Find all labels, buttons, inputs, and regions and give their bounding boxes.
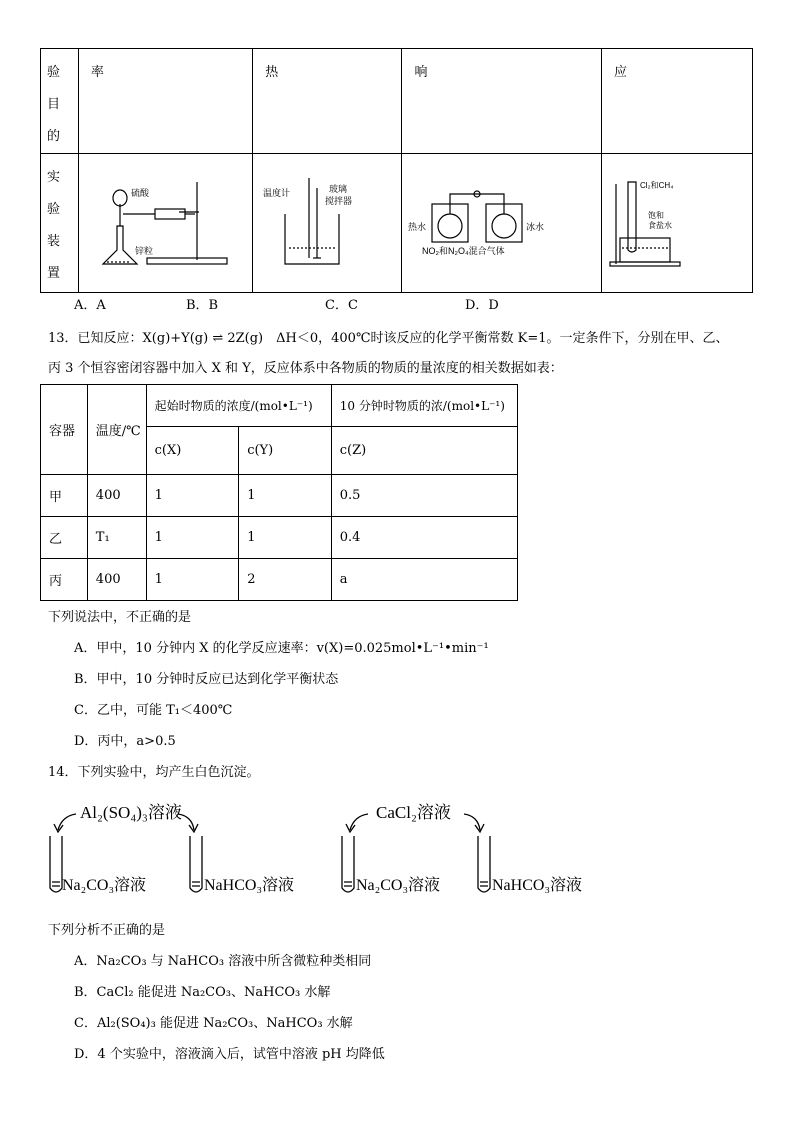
cell-text: 0.5 xyxy=(339,488,361,503)
cell-text: 1 xyxy=(154,530,163,545)
q13-option-a[interactable]: A．甲中，10 分钟内 X 的化学反应速率：v(X)=0.025mol•L⁻¹•min⁻¹ xyxy=(74,641,489,656)
thermometer-label: 温度计 xyxy=(263,188,291,198)
cell-text: 应 xyxy=(614,65,628,80)
precipitation-experiment-diagram xyxy=(40,792,640,904)
q14-question: 下列分析不正确的是 xyxy=(48,923,166,938)
calorimeter-icon xyxy=(253,154,391,288)
subheader-text: c(Y) xyxy=(247,443,274,458)
acid-label: 硫酸 xyxy=(130,188,149,198)
cell-text: a xyxy=(339,572,348,587)
test-tube-icon xyxy=(190,836,202,892)
subheader-text: c(X) xyxy=(154,443,182,458)
q13-option-b[interactable]: B．甲中，10 分钟时反应已达到化学平衡状态 xyxy=(74,672,339,687)
q14-option-d[interactable]: D．4 个实验中，溶液滴入后，试管中溶液 pH 均降低 xyxy=(74,1047,385,1062)
q14-option-c[interactable]: C．Al₂(SO₄)₃ 能促进 Na₂CO₃、NaHCO₃ 水解 xyxy=(74,1016,353,1031)
apparatus-a xyxy=(78,154,252,293)
purpose-cell-c xyxy=(402,49,602,154)
header-initial-concentration xyxy=(146,385,331,427)
cell-text: 1 xyxy=(154,488,163,503)
hot-water-label: 热水 xyxy=(408,222,427,232)
table-row xyxy=(41,475,518,517)
q13-option-d[interactable]: D．丙中，a>0.5 xyxy=(74,734,176,749)
header-text: 容器 xyxy=(49,424,76,439)
row-label-purpose xyxy=(41,49,79,154)
methane-chlorination-apparatus-icon xyxy=(602,154,752,288)
cell-text: 0.4 xyxy=(339,530,361,545)
experiment-table xyxy=(40,48,753,293)
subheader-text: c(Z) xyxy=(339,443,367,458)
saturated-label: 饱和 xyxy=(648,211,664,220)
ice-water-label: 冰水 xyxy=(526,222,545,232)
test-tube-icon xyxy=(478,836,490,892)
brine-label: 食盐水 xyxy=(648,221,672,230)
cell-text: 1 xyxy=(247,488,256,503)
mixed-gas-label: NO₂和N₂O₄混合气体 xyxy=(422,246,506,256)
cell-text: 400 xyxy=(95,488,121,503)
cell-text: 响 xyxy=(414,65,428,80)
reagent-right-label: CaCl₂溶液 xyxy=(376,803,451,822)
zinc-label: 锌粒 xyxy=(134,246,153,256)
header-text: 10 分钟时物质的浓/(mol•L⁻¹) xyxy=(339,399,505,413)
label-char: 目 xyxy=(47,97,61,112)
cell-text: 1 xyxy=(247,530,256,545)
purpose-cell-d xyxy=(602,49,753,154)
zinc-acid-apparatus-icon xyxy=(79,154,249,288)
table-row xyxy=(41,559,518,601)
table-row xyxy=(41,517,518,559)
header-10min-concentration xyxy=(331,385,517,427)
row-label-apparatus xyxy=(41,154,79,293)
purpose-cell-a xyxy=(78,49,252,154)
concentration-table xyxy=(40,384,518,601)
q12-option-b[interactable]: B．B xyxy=(186,298,219,313)
apparatus-d xyxy=(602,154,753,293)
q14-option-b[interactable]: B．CaCl₂ 能促进 Na₂CO₃、NaHCO₃ 水解 xyxy=(74,985,331,1000)
glass-label: 玻璃 xyxy=(329,184,348,194)
subheader-cz xyxy=(331,427,517,475)
stirrer-label: 搅拌器 xyxy=(325,196,353,206)
tube-label-3: Na₂CO₃溶液 xyxy=(356,877,441,894)
apparatus-b xyxy=(253,154,402,293)
q12-option-c[interactable]: C．C xyxy=(325,298,358,313)
label-char: 实 xyxy=(47,170,61,185)
q13-option-c[interactable]: C．乙中，可能 T₁＜400℃ xyxy=(74,703,233,718)
header-text: 温度/℃ xyxy=(95,424,141,439)
cell-text: 400 xyxy=(95,572,121,587)
subheader-cy xyxy=(239,427,332,475)
q14-stem: 14．下列实验中，均产生白色沉淀。 xyxy=(48,765,260,780)
label-char: 验 xyxy=(47,202,61,217)
apparatus-c xyxy=(402,154,602,293)
label-char: 置 xyxy=(47,266,61,281)
q14-option-a[interactable]: A．Na₂CO₃ 与 NaHCO₃ 溶液中所含微粒种类相同 xyxy=(74,954,372,969)
cell-text: 2 xyxy=(247,572,256,587)
purpose-cell-b xyxy=(253,49,402,154)
header-text: 起始时物质的浓度/(mol•L⁻¹) xyxy=(154,399,313,413)
subheader-cx xyxy=(146,427,239,475)
tube-label-1: Na₂CO₃溶液 xyxy=(62,877,147,894)
q13-question: 下列说法中，不正确的是 xyxy=(48,610,192,625)
cell-text: T₁ xyxy=(95,530,110,545)
cell-text: 1 xyxy=(154,572,163,587)
cell-text: 丙 xyxy=(49,574,63,589)
cell-text: 乙 xyxy=(49,532,63,547)
header-container xyxy=(41,385,88,475)
no2-equilibrium-apparatus-icon xyxy=(402,154,592,288)
cell-text: 热 xyxy=(265,65,279,80)
label-char: 验 xyxy=(47,65,61,80)
tube-label-2: NaHCO₃溶液 xyxy=(204,877,295,894)
q13-stem-line2: 丙 3 个恒容密闭容器中加入 X 和 Y，反应体系中各物质的物质的量浓度的相关数据如表： xyxy=(48,361,563,376)
reagent-left-label: Al₂(SO₄)₃溶液 xyxy=(80,803,182,822)
q12-option-a[interactable]: A．A xyxy=(74,298,106,313)
test-tube-icon xyxy=(50,836,62,892)
tube-label-4: NaHCO₃溶液 xyxy=(492,877,583,894)
test-tube-icon xyxy=(342,836,354,892)
label-char: 的 xyxy=(47,129,61,144)
q13-stem-line1: 13．已知反应：X(g)+Y(g) ⇌ 2Z(g) ΔH＜0，400℃时该反应的化学平衡常数 K=1。一定条件下，分别在甲、乙、 xyxy=(48,331,729,346)
gas-label: Cl₂和CH₄ xyxy=(640,181,674,190)
cell-text: 甲 xyxy=(49,490,63,505)
q12-option-d[interactable]: D．D xyxy=(465,298,499,313)
header-temperature xyxy=(87,385,146,475)
label-char: 装 xyxy=(47,234,61,249)
cell-text: 率 xyxy=(90,65,104,80)
